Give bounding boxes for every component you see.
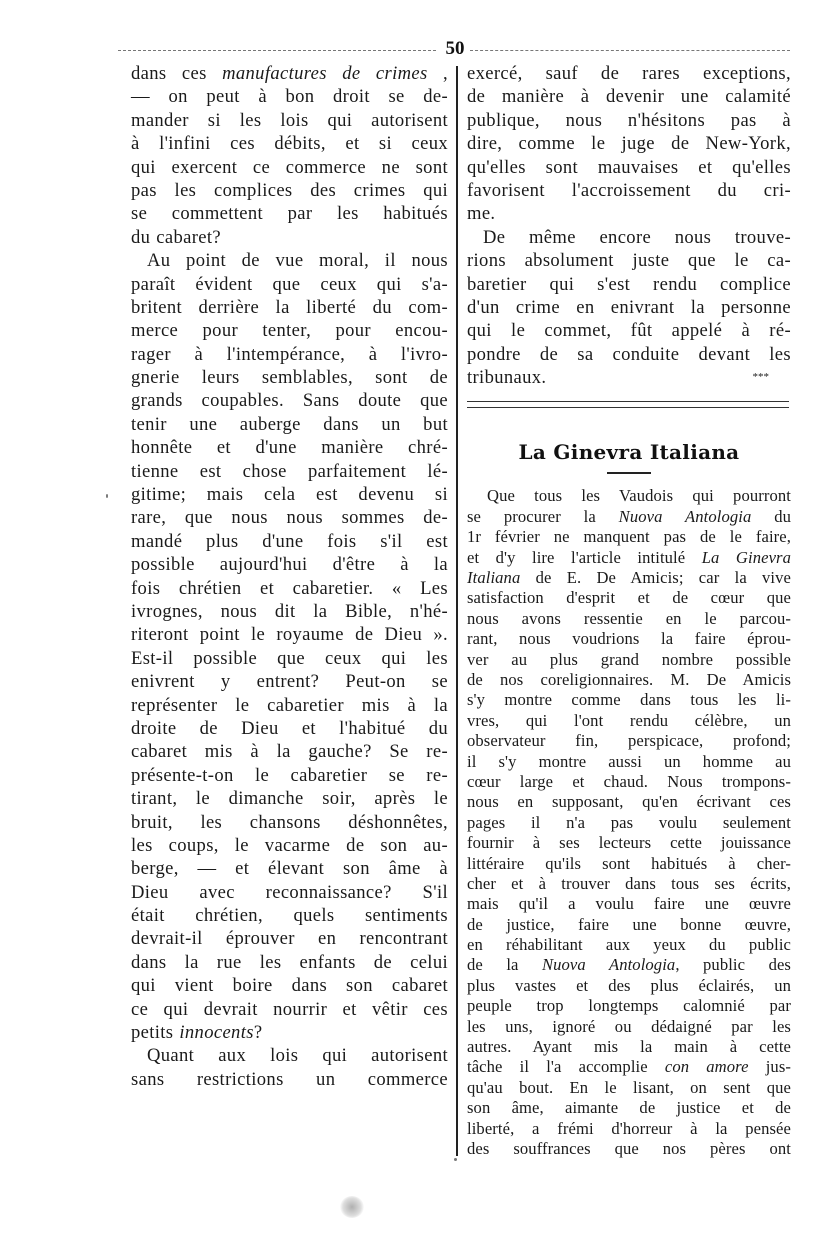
text-run: paraît évident que ceux qui s'a- bbox=[131, 273, 448, 295]
text-run: ? bbox=[253, 1022, 263, 1044]
article-title: La Ginevra Italiana bbox=[518, 440, 740, 465]
text-run: berge, — et élevant son âme à bbox=[131, 858, 448, 880]
text-line bbox=[131, 834, 448, 857]
text-run: fournir à ses lecteurs cette jouissance bbox=[467, 833, 791, 853]
text-line bbox=[131, 249, 448, 272]
text-line bbox=[131, 389, 448, 412]
text-line bbox=[131, 600, 448, 623]
text-line bbox=[131, 132, 448, 155]
text-line bbox=[467, 1037, 791, 1057]
ink-speck bbox=[454, 1158, 457, 1161]
text-line bbox=[467, 548, 791, 568]
text-line bbox=[131, 694, 448, 717]
text-run: tribunaux. bbox=[467, 367, 547, 389]
text-run: s'y montre comme dans tous les li- bbox=[467, 690, 791, 710]
text-run: du bbox=[751, 506, 791, 526]
text-run: il s'y montre aussi un homme au bbox=[467, 751, 791, 771]
text-run: qui vient boire dans son cabaret bbox=[131, 975, 448, 997]
article-separator-rule bbox=[467, 401, 789, 408]
text-run: rare, que nous nous sommes de- bbox=[131, 507, 448, 529]
signature-stars: *** bbox=[752, 371, 769, 384]
text-line bbox=[467, 813, 791, 833]
text-line bbox=[131, 436, 448, 459]
text-run: , public des bbox=[675, 955, 791, 975]
text-line bbox=[131, 717, 448, 740]
text-line bbox=[467, 1078, 791, 1098]
right-column bbox=[467, 62, 791, 1159]
text-run: mais qu'il a voulu faire une œuvre bbox=[467, 894, 791, 914]
text-line bbox=[467, 343, 791, 366]
text-line bbox=[467, 527, 791, 547]
text-run: qu'au bout. En le lisant, on sent que bbox=[467, 1077, 791, 1097]
text-run: , bbox=[427, 63, 449, 84]
text-run: me. bbox=[467, 203, 496, 225]
text-line bbox=[467, 1098, 791, 1118]
italic-text: innocents bbox=[179, 1022, 254, 1044]
text-line bbox=[467, 226, 791, 249]
text-run: gnerie leurs semblables, sont de bbox=[131, 367, 448, 389]
text-run: satisfaction d'esprit et de cœur que bbox=[467, 588, 791, 608]
text-line bbox=[467, 85, 791, 108]
text-line bbox=[467, 588, 791, 608]
text-run: peuple trop longtemps calomnié par bbox=[467, 996, 791, 1016]
text-run: d'un crime en enivrant la personne bbox=[467, 296, 791, 318]
text-run: publique, nous n'hésitons pas à bbox=[467, 109, 791, 131]
italic-text: Nuova Antologia bbox=[541, 955, 676, 975]
text-line bbox=[131, 811, 448, 834]
text-line bbox=[131, 483, 448, 506]
text-line bbox=[467, 854, 791, 874]
text-run: du cabaret? bbox=[131, 226, 222, 248]
text-line bbox=[467, 249, 791, 272]
text-line bbox=[131, 647, 448, 670]
header-rule-right bbox=[470, 50, 790, 51]
text-line bbox=[131, 506, 448, 529]
text-line bbox=[131, 623, 448, 646]
text-run: des souffrances que nos pères ont bbox=[467, 1138, 791, 1158]
text-line bbox=[467, 62, 791, 85]
text-line bbox=[467, 976, 791, 996]
text-line bbox=[131, 156, 448, 179]
text-line bbox=[467, 752, 791, 772]
text-run: cher et à trouver dans tous ses écrits, bbox=[467, 873, 791, 893]
text-run: gitime; mais cela est devenu si bbox=[131, 484, 448, 506]
text-line bbox=[131, 764, 448, 787]
text-line bbox=[467, 179, 791, 202]
text-run: dans la rue les enfants de celui bbox=[131, 951, 448, 973]
text-run: exercé, sauf de rares exceptions, bbox=[467, 63, 791, 84]
text-run: britent derrière la liberté du com- bbox=[131, 296, 448, 318]
text-line bbox=[467, 690, 791, 710]
column-divider bbox=[456, 66, 458, 1156]
text-run: tirant, le dimanche soir, après le bbox=[131, 788, 448, 810]
text-line bbox=[467, 996, 791, 1016]
text-line bbox=[467, 792, 791, 812]
text-run: mander si les lois qui autorisent bbox=[131, 109, 448, 131]
text-run: Est-il possible que ceux qui les bbox=[131, 647, 448, 669]
text-run: rions absolument juste que le ca- bbox=[467, 250, 791, 272]
text-run: sans restrictions un commerce bbox=[131, 1068, 448, 1090]
text-line bbox=[467, 296, 791, 319]
text-line bbox=[131, 787, 448, 810]
text-line bbox=[131, 1021, 448, 1044]
text-line bbox=[131, 202, 448, 225]
left-column bbox=[131, 62, 448, 1091]
text-line bbox=[131, 413, 448, 436]
text-run: Que tous les Vaudois qui pourront bbox=[487, 486, 791, 506]
header-rule-left bbox=[118, 50, 436, 51]
article-body bbox=[467, 486, 791, 1159]
text-line bbox=[467, 935, 791, 955]
text-run: observateur fin, perspicace, profond; bbox=[467, 731, 791, 751]
text-run: et d'y lire l'article intitulé bbox=[467, 547, 702, 567]
text-line bbox=[467, 109, 791, 132]
text-line bbox=[467, 731, 791, 751]
text-line bbox=[467, 711, 791, 731]
text-run: se procurer la bbox=[467, 506, 619, 526]
text-run: nous en supposant, qu'en écrivant ces bbox=[467, 792, 791, 812]
text-line bbox=[467, 366, 791, 389]
text-run: baretier qui s'est rendu complice bbox=[467, 273, 791, 295]
text-line bbox=[467, 273, 791, 296]
ink-smudge bbox=[340, 1196, 364, 1218]
text-line bbox=[131, 109, 448, 132]
text-line bbox=[131, 179, 448, 202]
text-line bbox=[131, 998, 448, 1021]
text-line bbox=[131, 366, 448, 389]
text-run: qui exercent ce commerce ne sont bbox=[131, 156, 448, 178]
text-run: qu'elles sont mauvaises et qu'elles bbox=[467, 156, 791, 178]
ink-speck bbox=[106, 494, 108, 498]
text-line bbox=[467, 568, 791, 588]
text-line bbox=[467, 202, 791, 225]
text-line bbox=[131, 1068, 448, 1091]
text-line bbox=[467, 670, 791, 690]
text-run: de E. De Amicis; car la vive bbox=[520, 568, 791, 588]
text-run: les uns, ignoré ou dédaigné par les bbox=[467, 1016, 791, 1036]
text-run: se commettent par les habitués bbox=[131, 203, 448, 225]
text-run: présente-t-on le cabaretier se re- bbox=[131, 764, 448, 786]
text-line bbox=[131, 740, 448, 763]
text-run: rager à l'intempérance, à l'ivro- bbox=[131, 343, 448, 365]
text-line bbox=[131, 62, 448, 85]
italic-text: Nuova Antologia bbox=[618, 506, 752, 526]
italic-text: manufactures de crimes bbox=[222, 63, 428, 84]
text-run: riteront point le royaume de Dieu ». bbox=[131, 624, 448, 646]
text-line bbox=[467, 507, 791, 527]
text-line bbox=[131, 577, 448, 600]
text-line bbox=[467, 955, 791, 975]
text-run: Au point de vue moral, il nous bbox=[147, 250, 448, 272]
text-line bbox=[467, 1119, 791, 1139]
text-run: qui le commet, fût appelé à ré- bbox=[467, 320, 791, 342]
text-run: son âme, aimante de justice et de bbox=[467, 1098, 791, 1118]
text-run: liberté, a frémi d'horreur à la pensée bbox=[467, 1118, 791, 1138]
text-run: autres. Ayant mis la main à cette bbox=[467, 1037, 791, 1057]
text-run: merce pour tenter, pour encou- bbox=[131, 320, 448, 342]
text-line bbox=[467, 833, 791, 853]
text-run: ce qui devrait nourrir et vêtir ces bbox=[131, 998, 448, 1020]
text-line bbox=[131, 553, 448, 576]
text-line bbox=[131, 974, 448, 997]
italic-text: Italiana bbox=[467, 568, 521, 588]
text-line bbox=[131, 343, 448, 366]
text-run: Quant aux lois qui autorisent bbox=[147, 1045, 448, 1067]
text-run: à l'infini ces débits, et si ceux bbox=[131, 133, 448, 155]
text-run: Dieu avec reconnaissance? S'il bbox=[131, 881, 448, 903]
text-line bbox=[131, 226, 448, 249]
text-line bbox=[467, 894, 791, 914]
text-run: tâche il l'a accomplie bbox=[467, 1057, 665, 1077]
text-run: de justice, faire une bonne œuvre, bbox=[467, 914, 791, 934]
text-run: dans ces bbox=[131, 63, 223, 84]
text-line bbox=[467, 915, 791, 935]
text-run: mandé plus d'une fois s'il est bbox=[131, 530, 448, 552]
text-run: les coups, le vacarme de son au- bbox=[131, 834, 448, 856]
text-line bbox=[467, 1139, 791, 1159]
text-run: de la bbox=[467, 955, 542, 975]
text-run: 1r février ne manquent pas de le faire, bbox=[467, 527, 791, 547]
text-line bbox=[131, 319, 448, 342]
text-run: pages il n'a pas voulu seulement bbox=[467, 812, 791, 832]
text-run: de nos coreligionnaires. M. De Amicis bbox=[467, 669, 791, 689]
text-line bbox=[131, 530, 448, 553]
text-run: fois chrétien et cabaretier. « Les bbox=[131, 577, 448, 599]
text-run: rant, nous voudrions la faire éprou- bbox=[467, 629, 791, 649]
text-run: enivrent y entrent? Peut-on se bbox=[131, 671, 448, 693]
text-run: dire, comme le juge de New-York, bbox=[467, 133, 791, 155]
text-line bbox=[467, 1017, 791, 1037]
text-line bbox=[467, 772, 791, 792]
italic-text: La Ginevra bbox=[701, 547, 791, 567]
text-line bbox=[131, 85, 448, 108]
text-run: ivrognes, nous dit la Bible, n'hé- bbox=[131, 600, 448, 622]
text-line bbox=[467, 156, 791, 179]
text-run: De même encore nous trouve- bbox=[483, 226, 791, 248]
text-run: cabaret mis à la gauche? Se re- bbox=[131, 741, 448, 763]
text-line bbox=[467, 650, 791, 670]
text-line bbox=[131, 927, 448, 950]
text-run: honnête et d'une manière chré- bbox=[131, 437, 448, 459]
text-run: représenter le cabaretier mis à la bbox=[131, 694, 448, 716]
text-run: vres, qui l'ont rendu célèbre, un bbox=[467, 710, 791, 730]
page-number: 50 bbox=[445, 38, 465, 59]
italic-text: con amore bbox=[664, 1057, 749, 1077]
text-line bbox=[131, 881, 448, 904]
text-run: droite de Dieu et l'habitué du bbox=[131, 717, 448, 739]
text-line bbox=[467, 609, 791, 629]
title-rule bbox=[607, 472, 651, 474]
text-run: petits bbox=[131, 1022, 180, 1044]
text-line bbox=[467, 319, 791, 342]
text-run: jus- bbox=[748, 1057, 791, 1077]
text-line bbox=[131, 273, 448, 296]
text-line bbox=[131, 951, 448, 974]
text-line bbox=[467, 132, 791, 155]
previous-article-continuation bbox=[467, 62, 791, 389]
text-line bbox=[467, 629, 791, 649]
text-run: en réhabilitant aux yeux du public bbox=[467, 935, 791, 955]
text-run: — on peut à bon droit se de- bbox=[131, 86, 448, 108]
text-line bbox=[131, 904, 448, 927]
text-run: cœur large et chaud. Nous trompons- bbox=[467, 771, 791, 791]
text-run: favorisent l'accroissement du cri- bbox=[467, 179, 791, 201]
text-run: tienne est chose parfaitement lé- bbox=[131, 460, 448, 482]
text-line bbox=[131, 1044, 448, 1067]
text-line bbox=[467, 1057, 791, 1077]
text-line bbox=[131, 460, 448, 483]
text-run: était chrétien, quels sentiments bbox=[131, 905, 448, 927]
text-run: ver au plus grand nombre possible bbox=[467, 649, 791, 669]
text-run: pondre de sa conduite devant les bbox=[467, 343, 791, 365]
text-line bbox=[467, 486, 791, 506]
text-run: grands coupables. Sans doute que bbox=[131, 390, 448, 412]
text-run: bruit, les chansons déshonnêtes, bbox=[131, 811, 448, 833]
text-run: littéraire qu'ils sont habitués à cher- bbox=[467, 853, 791, 873]
text-run: tenir une auberge dans un but bbox=[131, 413, 448, 435]
text-line bbox=[131, 857, 448, 880]
text-run: devrait-il éprouver en rencontrant bbox=[131, 928, 448, 950]
text-run: possible aujourd'hui d'être à la bbox=[131, 554, 448, 576]
text-line bbox=[467, 874, 791, 894]
text-run: de manière à devenir une calamité bbox=[467, 86, 791, 108]
text-run: plus vastes et des plus éclairés, un bbox=[467, 975, 791, 995]
text-line bbox=[131, 296, 448, 319]
text-run: pas les complices des crimes qui bbox=[131, 179, 448, 201]
text-run: nous avons ressentie en le parcou- bbox=[467, 608, 791, 628]
text-line bbox=[131, 670, 448, 693]
